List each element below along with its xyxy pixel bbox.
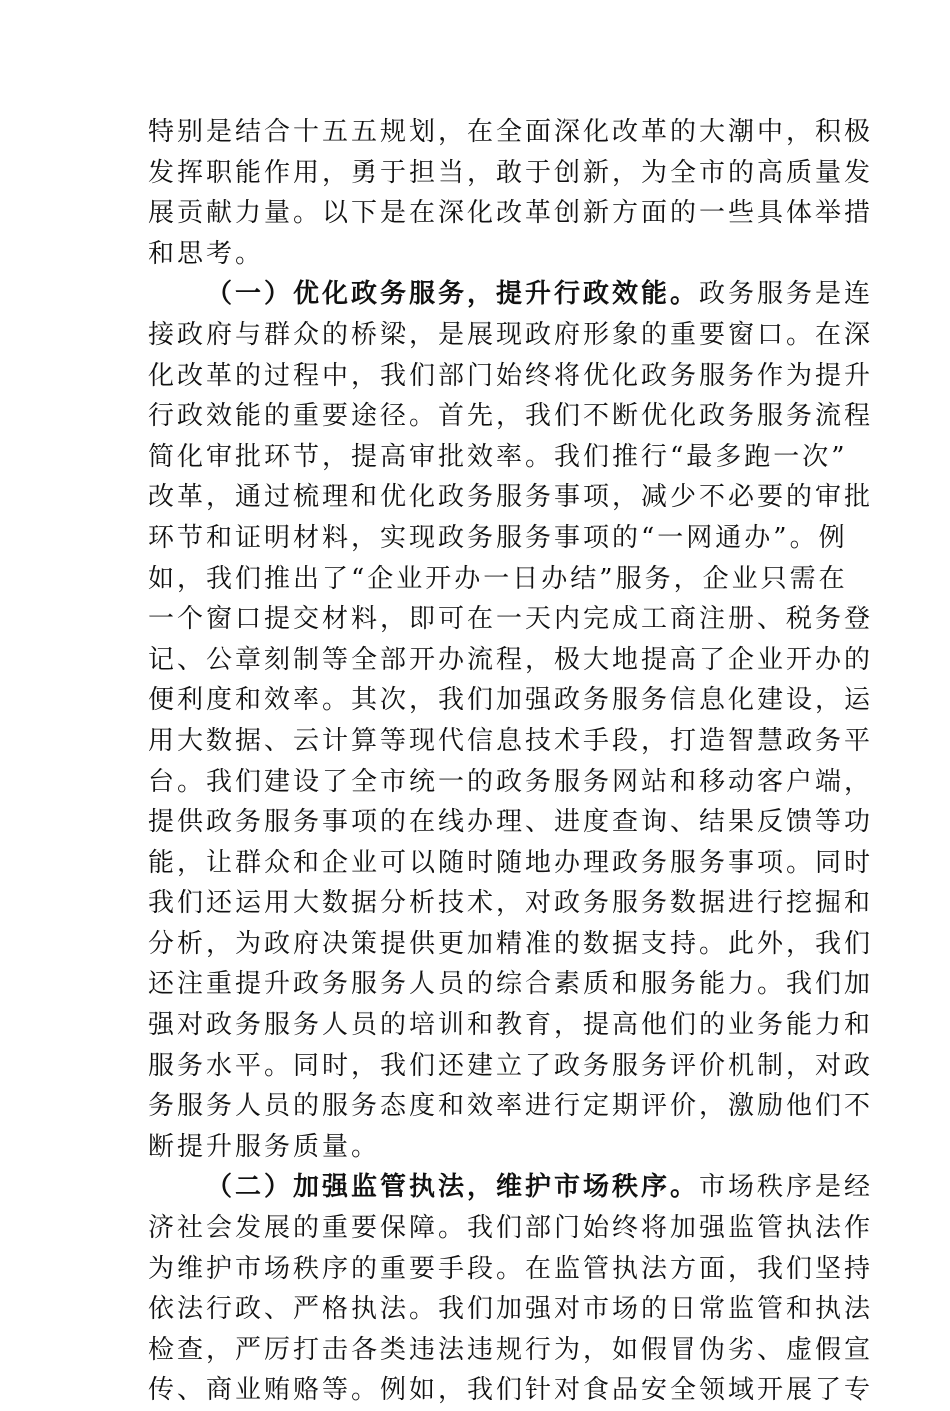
section-heading: （二）加强监管执法，维护市场秩序。	[206, 1172, 700, 1203]
text-line: 提供政务服务事项的在线办理、进度查询、结果反馈等功	[148, 807, 874, 838]
text-line: 环节和证明材料，实现政务服务事项的“一网通办”。例	[148, 522, 848, 553]
paragraph-section-1	[148, 274, 874, 1167]
text-line: 行政效能的重要途径。首先，我们不断优化政务服务流程	[148, 401, 874, 432]
text-line: 检查，严厉打击各类违法违规行为，如假冒伪劣、虚假宣	[148, 1334, 874, 1365]
text-line: 如，我们推出了“企业开办一日办结”服务，企业只需在	[148, 563, 848, 594]
text-line: 我们还运用大数据分析技术，对政务服务数据进行挖掘和	[148, 888, 874, 919]
paragraph-intro	[148, 112, 874, 274]
text-line: 传、商业贿赂等。例如，我们针对食品安全领域开展了专	[148, 1375, 874, 1406]
text-line: 化改革的过程中，我们部门始终将优化政务服务作为提升	[148, 360, 874, 391]
text-line: 台。我们建设了全市统一的政务服务网站和移动客户端，	[148, 766, 874, 797]
text-line: 强对政务服务人员的培训和教育，提高他们的业务能力和	[148, 1010, 874, 1041]
text-line: 能，让群众和企业可以随时随地办理政务服务事项。同时	[148, 847, 874, 878]
text-line: 依法行政、严格执法。我们加强对市场的日常监管和执法	[148, 1294, 874, 1325]
text-run: 政务服务是连	[699, 279, 874, 310]
text-line: 便利度和效率。其次，我们加强政务服务信息化建设，运	[148, 685, 874, 716]
text-line: 记、公章刻制等全部开办流程，极大地提高了企业开办的	[148, 644, 874, 675]
text-line: 简化审批环节，提高审批效率。我们推行“最多跑一次”	[148, 441, 848, 472]
text-line: 分析，为政府决策提供更加精准的数据支持。此外，我们	[148, 928, 874, 959]
text-line: 为维护市场秩序的重要手段。在监管执法方面，我们坚持	[148, 1253, 874, 1284]
text-line: 服务水平。同时，我们还建立了政务服务评价机制，对政	[148, 1050, 874, 1081]
text-line: 济社会发展的重要保障。我们部门始终将加强监管执法作	[148, 1213, 874, 1244]
text-line: 还注重提升政务服务人员的综合素质和服务能力。我们加	[148, 969, 874, 1000]
text-line	[148, 1167, 874, 1208]
text-run: 市场秩序是经	[699, 1172, 874, 1203]
text-line: 断提升服务质量。	[148, 1131, 381, 1162]
text-line: 特别是结合十五五规划，在全面深化改革的大潮中，积极	[148, 117, 874, 147]
text-line: 和思考。	[148, 238, 265, 269]
text-line: 发挥职能作用，勇于担当，敢于创新，为全市的高质量发	[148, 157, 874, 188]
text-line: 一个窗口提交材料，即可在一天内完成工商注册、税务登	[148, 604, 874, 635]
text-line	[148, 274, 874, 315]
text-line: 接政府与群众的桥梁，是展现政府形象的重要窗口。在深	[148, 319, 874, 350]
section-heading: （一）优化政务服务，提升行政效能。	[206, 279, 700, 310]
text-line: 改革，通过梳理和优化政务服务事项，减少不必要的审批	[148, 482, 874, 513]
paragraph-section-2	[148, 1167, 874, 1411]
document-body	[148, 112, 874, 1411]
text-line: 用大数据、云计算等现代信息技术手段，打造智慧政务平	[148, 725, 874, 756]
text-line: 务服务人员的服务态度和效率进行定期评价，激励他们不	[148, 1091, 874, 1122]
text-line: 展贡献力量。以下是在深化改革创新方面的一些具体举措	[148, 198, 874, 229]
